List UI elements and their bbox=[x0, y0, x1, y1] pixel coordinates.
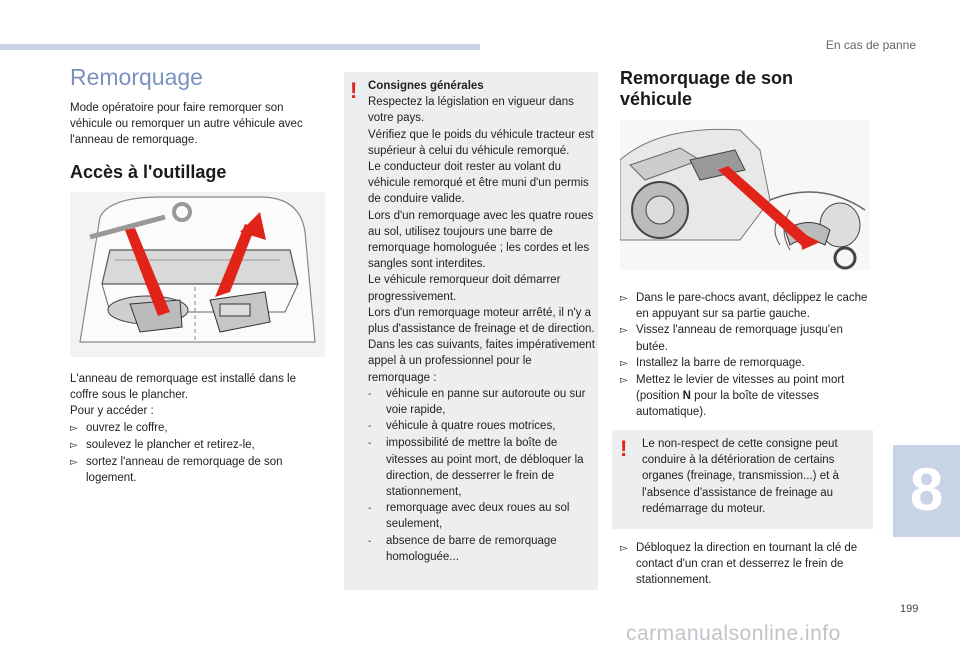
watermark: carmanualsonline.info bbox=[626, 622, 841, 645]
car-front-illustration bbox=[620, 120, 870, 270]
list-item: - véhicule à quatre roues motrices, bbox=[368, 420, 556, 433]
section-header: En cas de panne bbox=[825, 38, 916, 52]
warning-paragraph: Lors d'un remorquage avec les quatre roues au sol, utilisez toujours une barre de remorquage homologuée ; les cordes et les sangles sont interdites. bbox=[368, 209, 594, 271]
list-item: ▻ soulevez le plancher et retirez-le, bbox=[70, 437, 330, 454]
list-item: - remorquage avec deux roues au sol seulement, bbox=[368, 502, 570, 531]
list-item: - véhicule en panne sur autoroute ou sur voie rapide, bbox=[368, 387, 586, 417]
arrow-bullet-icon: ▻ bbox=[620, 543, 628, 554]
arrow-bullet-icon: ▻ bbox=[70, 422, 78, 434]
towing-steps bbox=[620, 290, 875, 421]
warning-heading: Consignes générales bbox=[368, 80, 484, 92]
list-item: ▻ sortez l'anneau de remorquage de son logement. bbox=[70, 454, 330, 486]
subtitle-tools: Accès à l'outillage bbox=[70, 162, 227, 182]
list-item: - absence de barre de remorquage homologuée... bbox=[368, 534, 557, 563]
warning-paragraph: Le conducteur doit rester au volant du véhicule remorqué et être muni d'un permis de conduire valide. bbox=[368, 161, 589, 206]
list-item: ▻ Mettez le levier de vitesses au point mort (position N pour la boîte de vitesses automatique). bbox=[620, 372, 875, 421]
arrow-bullet-icon: ▻ bbox=[70, 439, 78, 451]
arrow-bullet-icon: ▻ bbox=[620, 357, 628, 369]
exclamation-icon: ! bbox=[350, 78, 358, 103]
access-text bbox=[70, 371, 330, 486]
exclamation-icon: ! bbox=[620, 436, 628, 461]
arrow-bullet-icon: ▻ bbox=[620, 375, 628, 387]
top-rule bbox=[0, 44, 480, 50]
text-line: Pour y accéder : bbox=[70, 405, 154, 418]
warning-paragraph: Dans les cas suivants, faites impérativement appel à un professionnel pour le remorquage : bbox=[368, 339, 595, 384]
page-title: Remorquage bbox=[70, 64, 203, 90]
towing-warning-text: Le non-respect de cette consigne peut conduire à la détérioration de certains organes (freinage, transmission...) et à l'absence d'assistance de freinage au redémarrage du moteur. bbox=[642, 438, 839, 515]
chapter-number: 8 bbox=[909, 456, 944, 523]
text-line: L'anneau de remorquage est installé dans le bbox=[70, 373, 296, 385]
arrow-bullet-icon: ▻ bbox=[620, 325, 628, 337]
warning-paragraph: Respectez la législation en vigueur dans votre pays. bbox=[368, 96, 574, 125]
intro-paragraph: Mode opératoire pour faire remorquer son véhicule ou remorquer un autre véhicule avec l'anneau de remorquage. bbox=[70, 102, 303, 146]
list-item: ▻ Dans le pare-chocs avant, déclippez le cache en appuyant sur sa partie gauche. bbox=[620, 290, 875, 322]
warning-paragraph: Lors d'un remorquage moteur arrêté, il n'y a plus d'assistance de freinage et de direction. bbox=[368, 306, 595, 336]
warning-paragraph: Vérifiez que le poids du véhicule tracteur est supérieur à celui du véhicule remorqué. bbox=[368, 128, 594, 157]
list-item: ▻ ouvrez le coffre, bbox=[70, 420, 330, 437]
arrow-bullet-icon: ▻ bbox=[70, 457, 78, 469]
list-item: ▻ Vissez l'anneau de remorquage jusqu'en butée. bbox=[620, 322, 875, 354]
page-number: 199 bbox=[900, 603, 919, 615]
list-item: - impossibilité de mettre la boîte de vitesses au point mort, de débloquer la direction, de desserrer le frein de stationnement, bbox=[368, 437, 584, 499]
text-line: coffre sous le plancher. bbox=[70, 389, 189, 402]
general-warning-text bbox=[368, 78, 596, 565]
towing-title: Remorquage de son véhicule bbox=[620, 68, 794, 109]
arrow-bullet-icon: ▻ bbox=[620, 293, 628, 304]
list-item: ▻ Installez la barre de remorquage. bbox=[620, 355, 875, 372]
trunk-illustration bbox=[70, 192, 325, 357]
warning-paragraph: Le véhicule remorqueur doit démarrer progressivement. bbox=[368, 274, 561, 303]
list-item: ▻ Débloquez la direction en tournant la clé de contact d'un cran et desserrez le frein de stationnement. bbox=[620, 540, 875, 589]
final-step bbox=[620, 540, 875, 589]
